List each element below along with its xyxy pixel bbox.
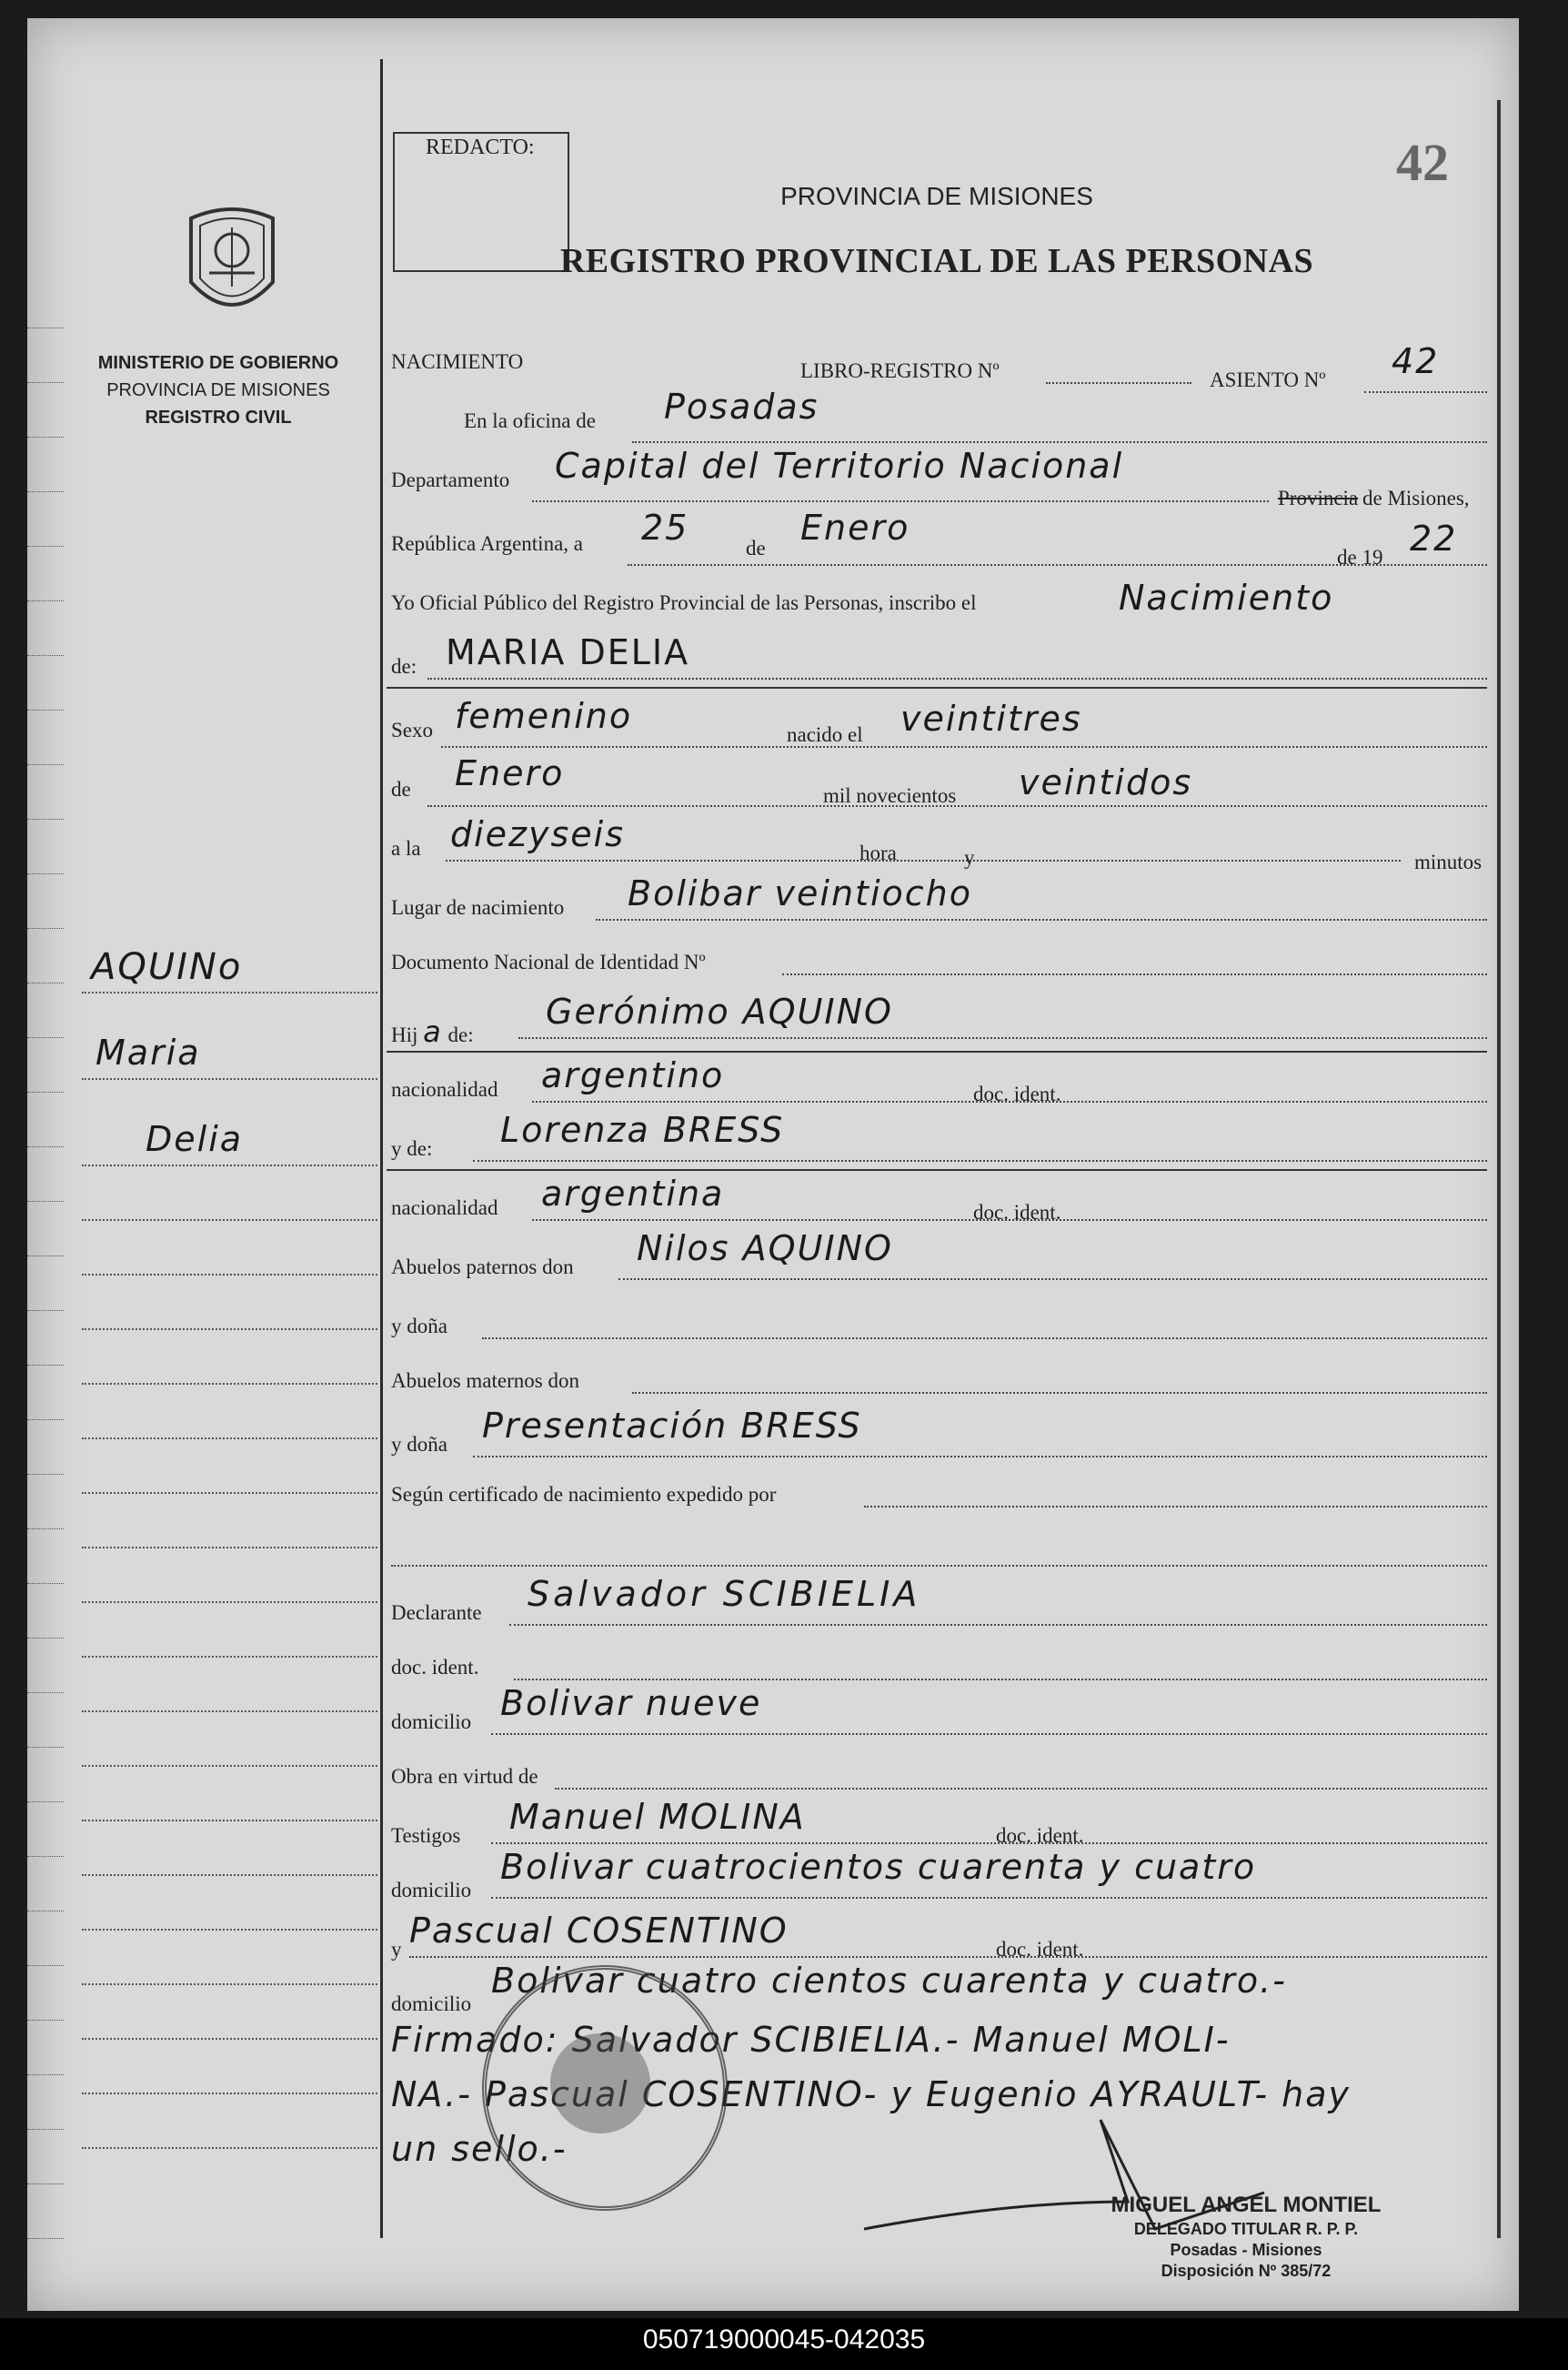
domicilio2-label: domicilio bbox=[391, 1879, 472, 1901]
libro-label: LIBRO-REGISTRO Nº bbox=[800, 359, 1000, 382]
mother-docident-label: doc. ident. bbox=[973, 1201, 1061, 1224]
hij-label-b: a bbox=[423, 1014, 443, 1049]
declarante-label: Declarante bbox=[391, 1601, 482, 1624]
year-label: de 19 bbox=[1337, 546, 1383, 569]
abuelos-p-value: Nilos AQUINO bbox=[637, 1228, 893, 1268]
testigo1-docident-label: doc. ident. bbox=[996, 1824, 1084, 1847]
margin-first-name: Maria bbox=[95, 1033, 201, 1073]
lugar-value: Bolibar veintiocho bbox=[628, 873, 972, 913]
binding-edge bbox=[27, 328, 73, 2293]
sexo-value: femenino bbox=[455, 696, 633, 736]
abuela-m-value: Presentación BRESS bbox=[482, 1406, 862, 1446]
ala-label: a la bbox=[391, 837, 421, 860]
domicilio-label: domicilio bbox=[391, 1710, 472, 1733]
depto-value: Capital del Territorio Nacional bbox=[555, 446, 1124, 486]
birth-month: Enero bbox=[455, 753, 565, 793]
act-type-label: NACIMIENTO bbox=[391, 350, 524, 373]
yde-label: y de: bbox=[391, 1137, 433, 1160]
margin-rule bbox=[380, 59, 383, 2238]
month-value: Enero bbox=[800, 508, 910, 548]
provincia-struck: Provincia bbox=[1278, 487, 1359, 509]
oficina-label: En la oficina de bbox=[464, 409, 596, 432]
mother-value: Lorenza BRESS bbox=[500, 1110, 785, 1150]
hij-label-c: de: bbox=[447, 1024, 474, 1046]
testigo1-value: Manuel MOLINA bbox=[509, 1797, 806, 1837]
nacido-value: veintitres bbox=[900, 699, 1082, 739]
folio-number: 42 bbox=[1396, 133, 1449, 192]
signer-disposicion: Disposición Nº 385/72 bbox=[1161, 2262, 1332, 2280]
margin-second-name: Delia bbox=[146, 1119, 244, 1159]
domicilio3-value: Bolivar cuatro cientos cuarenta y cuatro.- bbox=[491, 1961, 1287, 2001]
signer-title: DELEGADO TITULAR R. P. P. bbox=[1133, 2220, 1359, 2238]
ministry-line1: MINISTERIO DE GOBIERNO bbox=[97, 353, 339, 373]
ala-value: diezyseis bbox=[450, 814, 626, 854]
oficina-value: Posadas bbox=[664, 387, 819, 427]
name-value: MARIA DELIA bbox=[446, 632, 690, 672]
margin-surname: AQUINo bbox=[91, 946, 243, 988]
republica-label: República Argentina, a bbox=[391, 532, 583, 555]
signer-place: Posadas - Misiones bbox=[1170, 2241, 1322, 2259]
father-nat: argentino bbox=[541, 1055, 725, 1095]
firmado-line2: NA.- Pascual COSENTINO- y Eugenio AYRAULT- hay bbox=[391, 2074, 1352, 2114]
father-value: Gerónimo AQUINO bbox=[546, 992, 893, 1032]
firmado-line1: Firmado: Salvador SCIBIELIA.- Manuel MOLI- bbox=[391, 2020, 1231, 2060]
y-test-label: y bbox=[391, 1938, 402, 1961]
father-nat-label: nacionalidad bbox=[391, 1078, 498, 1101]
domicilio3-label: domicilio bbox=[391, 1992, 472, 2015]
testigo2-value: Pascual COSENTINO bbox=[409, 1911, 789, 1951]
day-value: 25 bbox=[641, 508, 689, 548]
asiento-value: 42 bbox=[1392, 341, 1440, 381]
mother-nat-label: nacionalidad bbox=[391, 1196, 498, 1219]
y-label: y bbox=[964, 846, 975, 869]
hij-label-a: Hij bbox=[391, 1024, 418, 1046]
document-page bbox=[27, 18, 1519, 2311]
depto-label: Departamento bbox=[391, 469, 510, 491]
signature-block bbox=[1073, 2193, 1419, 2281]
redacto-label: REDACTO: bbox=[426, 136, 535, 159]
footer-code: 050719000045-042035 bbox=[642, 2325, 926, 2355]
ydona2-label: y doña bbox=[391, 1433, 447, 1456]
testigos-label: Testigos bbox=[391, 1824, 461, 1847]
sexo-label: Sexo bbox=[391, 719, 433, 741]
abuelos-p-label: Abuelos paternos don bbox=[391, 1256, 574, 1278]
de-misiones: de Misiones, bbox=[1362, 487, 1470, 509]
official-seal-stamp bbox=[482, 1965, 728, 2211]
asiento-label: ASIENTO Nº bbox=[1210, 368, 1326, 391]
segun-label: Según certificado de nacimiento expedido por bbox=[391, 1483, 777, 1506]
nacido-label: nacido el bbox=[787, 723, 863, 746]
declarante-value: Salvador SCIBIELIA bbox=[528, 1574, 921, 1614]
dni-label: Documento Nacional de Identidad Nº bbox=[391, 951, 706, 973]
signer-name: MIGUEL ANGEL MONTIEL bbox=[1111, 2193, 1382, 2217]
year-value: 22 bbox=[1410, 519, 1458, 559]
firmado-line3: un sello.- bbox=[391, 2129, 568, 2169]
mother-nat: argentina bbox=[541, 1174, 725, 1214]
minutos-label: minutos bbox=[1414, 851, 1483, 873]
father-docident-label: doc. ident. bbox=[973, 1083, 1061, 1105]
province-heading: PROVINCIA DE MISIONES bbox=[780, 182, 1093, 210]
mil-label: mil novecientos bbox=[823, 784, 957, 807]
right-rule bbox=[1497, 100, 1501, 2238]
abuelos-m-label: Abuelos maternos don bbox=[391, 1369, 579, 1392]
ydona-label: y doña bbox=[391, 1315, 447, 1337]
testigo2-docident-label: doc. ident. bbox=[996, 1938, 1084, 1961]
ministry-line2: PROVINCIA DE MISIONES bbox=[106, 380, 330, 400]
hora-label: hora bbox=[859, 842, 897, 864]
lugar-label: Lugar de nacimiento bbox=[391, 896, 565, 919]
crest-seal-icon bbox=[182, 200, 282, 328]
domicilio2-value: Bolivar cuatrocientos cuarenta y cuatro bbox=[500, 1847, 1257, 1887]
de-label: de bbox=[746, 537, 766, 560]
ministry-line3: REGISTRO CIVIL bbox=[145, 408, 292, 428]
declarante-docident-label: doc. ident. bbox=[391, 1656, 479, 1679]
registry-heading: REGISTRO PROVINCIAL DE LAS PERSONAS bbox=[559, 242, 1314, 280]
de2-label: de bbox=[391, 778, 411, 801]
mil-value: veintidos bbox=[1019, 762, 1193, 802]
obra-label: Obra en virtud de bbox=[391, 1765, 538, 1788]
hij-label bbox=[391, 1014, 474, 1049]
inscribo-value: Nacimiento bbox=[1119, 578, 1334, 618]
oficial-text: Yo Oficial Público del Registro Provincial de las Personas, inscribo el bbox=[391, 591, 977, 614]
de-name-label: de: bbox=[391, 655, 417, 678]
domicilio-value: Bolivar nueve bbox=[500, 1683, 762, 1723]
